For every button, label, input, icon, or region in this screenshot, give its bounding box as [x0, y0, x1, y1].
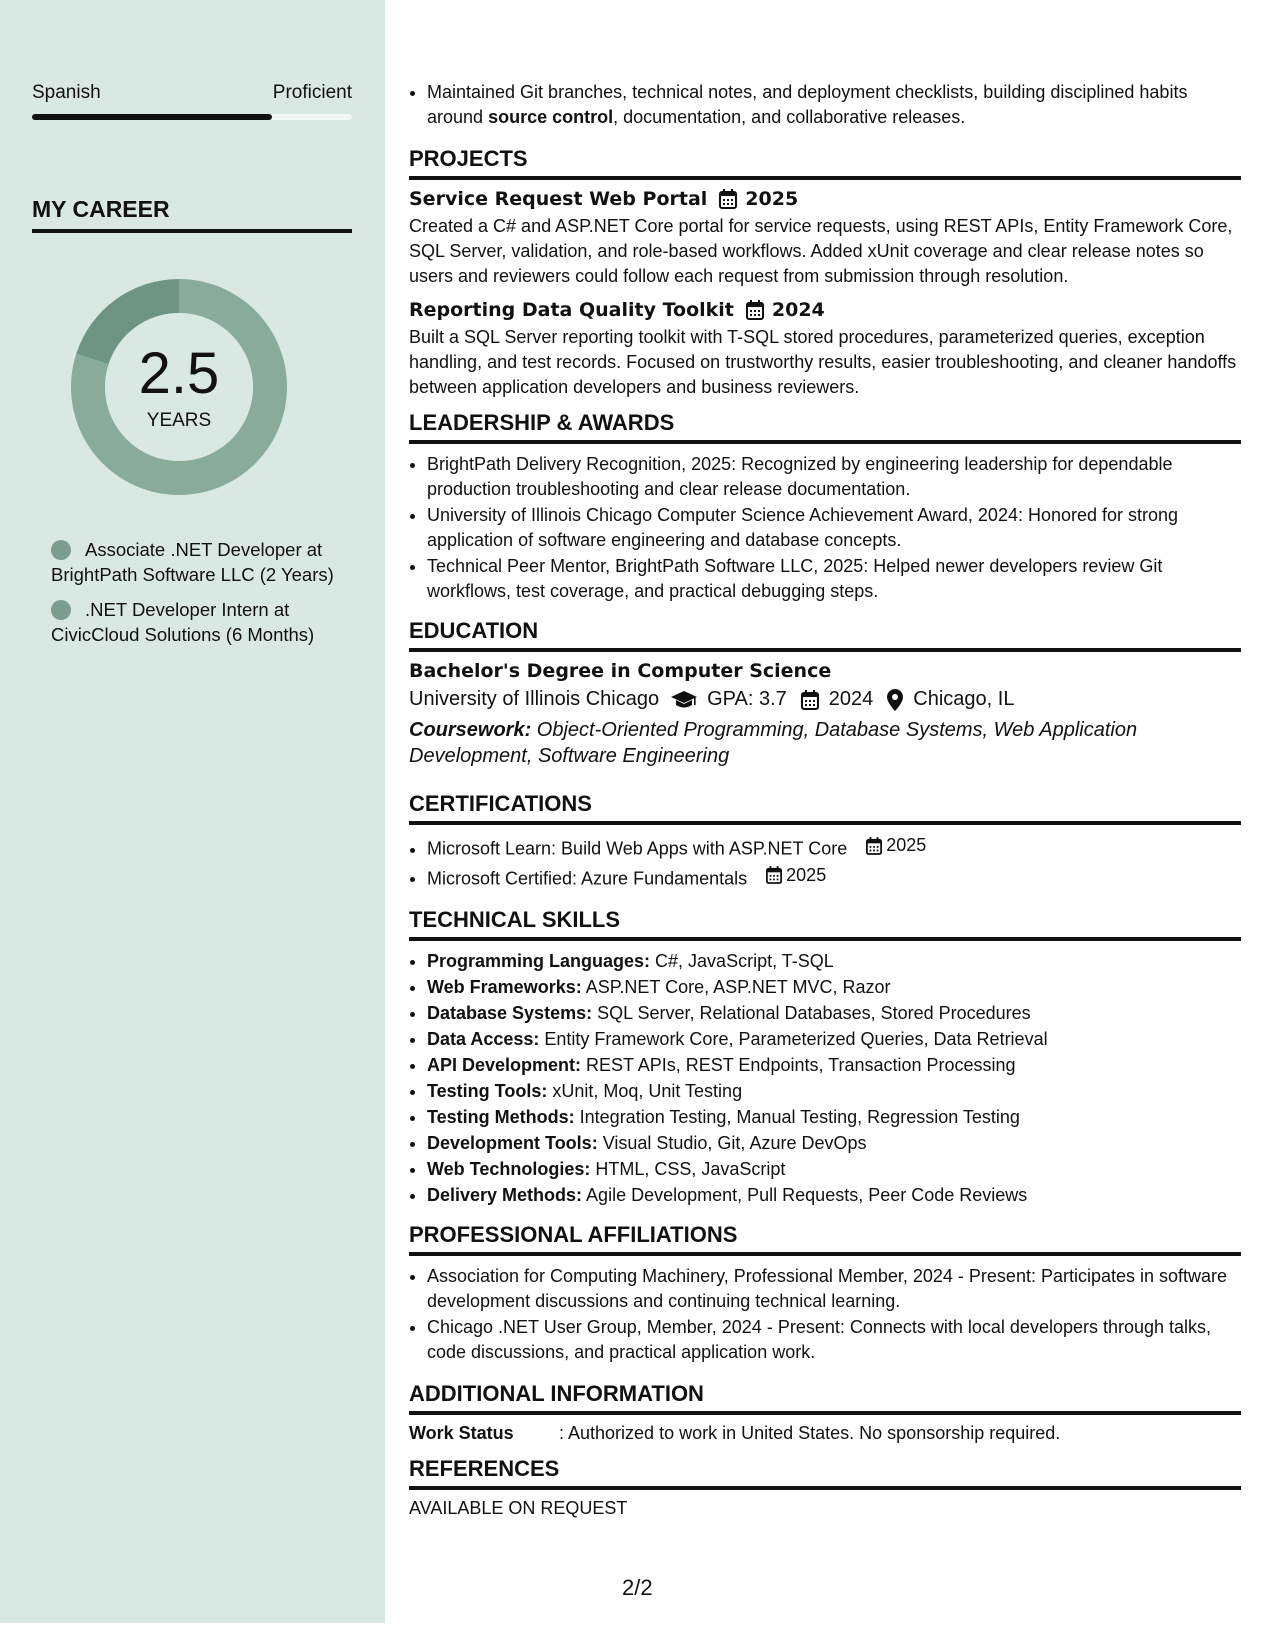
- calendar-icon: [766, 866, 782, 884]
- degree-title: Bachelor's Degree in Computer Science: [409, 660, 832, 682]
- coursework: Coursework: Object-Oriented Programming, Database Systems, Web Application Development, Software Engineering: [409, 719, 1138, 767]
- career-title: MY CAREER: [32, 196, 352, 233]
- list-item: • Database Systems: SQL Server, Relational Databases, Stored Procedures: [427, 1001, 1241, 1026]
- list-item: • Delivery Methods: Agile Development, Pull Requests, Peer Code Reviews: [427, 1183, 1241, 1208]
- language-level: Proficient: [272, 82, 352, 103]
- calendar-icon: [746, 300, 764, 320]
- certifications-heading: CERTIFICATIONS: [409, 791, 1241, 825]
- language-row: [32, 82, 352, 104]
- graduation-cap-icon: [671, 691, 697, 709]
- list-item: • Microsoft Learn: Build Web Apps with ASP.NET Core 2025: [427, 833, 1241, 862]
- career-legend-item: .NET Developer Intern at CivicCloud Solutions (6 Months): [51, 599, 315, 645]
- affiliations-heading: PROFESSIONAL AFFILIATIONS: [409, 1222, 1241, 1256]
- skills-list: [409, 949, 1241, 1208]
- list-item: • Testing Methods: Integration Testing, Manual Testing, Regression Testing: [427, 1105, 1241, 1130]
- project-name: Reporting Data Quality Toolkit: [409, 299, 734, 321]
- list-item: • Association for Computing Machinery, Professional Member, 2024 - Present: Participates in software development discussions and continuing technical learning.: [427, 1264, 1241, 1314]
- list-item: • Microsoft Certified: Azure Fundamentals 2025: [427, 863, 1241, 892]
- work-status-row: [409, 1423, 1241, 1444]
- graduation-year: 2024: [828, 688, 874, 710]
- sidebar: [0, 0, 385, 1623]
- project-year: 2024: [771, 299, 825, 321]
- language-proficiency-fill: [32, 114, 272, 120]
- references-heading: REFERENCES: [409, 1456, 1241, 1490]
- list-item: • University of Illinois Chicago Computer Science Achievement Award, 2024: Honored for strong application of software engineering and database concepts.: [427, 503, 1241, 553]
- list-item: • Web Technologies: HTML, CSS, JavaScript: [427, 1157, 1241, 1182]
- school-name: University of Illinois Chicago: [409, 688, 660, 710]
- certifications-list: [409, 833, 1241, 891]
- project-description: Built a SQL Server reporting toolkit with T-SQL stored procedures, parameterized queries, exception handling, and test records. Focused on trustworthy results, easier troubleshooting, and cleaner handoffs between application developers and business reviewers.: [409, 327, 1237, 397]
- language-proficiency-bar: [32, 114, 352, 120]
- work-status-value: : Authorized to work in United States. No sponsorship required.: [559, 1423, 1061, 1443]
- legend-dot-icon: [51, 540, 71, 560]
- list-item: • Chicago .NET User Group, Member, 2024 - Present: Connects with local developers through talks, code discussions, and practical application work.: [427, 1315, 1241, 1365]
- project-item: [409, 188, 1241, 289]
- list-item: • Technical Peer Mentor, BrightPath Software LLC, 2025: Helped newer developers review Git workflows, test coverage, and practical debugging steps.: [427, 554, 1241, 604]
- project-description: Created a C# and ASP.NET Core portal for service requests, using REST APIs, Entity Framework Core, SQL Server, validation, and role-based workflows. Added xUnit coverage and clear release notes so users and reviewers could follow each request from submission through resolution.: [409, 216, 1233, 286]
- project-item: [409, 299, 1241, 400]
- list-item: • Development Tools: Visual Studio, Git, Azure DevOps: [427, 1131, 1241, 1156]
- leadership-list: [409, 452, 1241, 604]
- career-years-unit: YEARS: [146, 410, 212, 431]
- education-heading: EDUCATION: [409, 618, 1241, 652]
- leadership-heading: LEADERSHIP & AWARDS: [409, 410, 1241, 444]
- calendar-icon: [719, 189, 737, 209]
- list-item: • Programming Languages: C#, JavaScript, T-SQL: [427, 949, 1241, 974]
- list-item: • Web Frameworks: ASP.NET Core, ASP.NET MVC, Razor: [427, 975, 1241, 1000]
- list-item: • API Development: REST APIs, REST Endpoints, Transaction Processing: [427, 1053, 1241, 1078]
- education-meta: [409, 688, 1241, 711]
- references-text: AVAILABLE ON REQUEST: [409, 1498, 628, 1518]
- list-item: • Testing Tools: xUnit, Moq, Unit Testing: [427, 1079, 1241, 1104]
- language-name: Spanish: [32, 82, 101, 103]
- experience-bullets: [409, 80, 1241, 130]
- projects-heading: PROJECTS: [409, 146, 1241, 180]
- list-item: • Maintained Git branches, technical notes, and deployment checklists, building disciplined habits around source control, documentation, and collaborative releases.: [427, 80, 1241, 130]
- gpa: GPA: 3.7: [707, 688, 787, 710]
- project-name: Service Request Web Portal: [409, 188, 708, 210]
- calendar-icon: [866, 837, 882, 855]
- career-years-value: 2.5: [138, 341, 220, 406]
- list-item: • Data Access: Entity Framework Core, Parameterized Queries, Data Retrieval: [427, 1027, 1241, 1052]
- location: Chicago, IL: [913, 688, 1015, 710]
- legend-dot-icon: [51, 600, 71, 620]
- map-pin-icon: [887, 689, 903, 711]
- main-content: [409, 80, 1241, 1519]
- calendar-icon: [801, 690, 819, 710]
- affiliations-list: [409, 1264, 1241, 1365]
- career-legend-item: Associate .NET Developer at BrightPath Software LLC (2 Years): [51, 539, 334, 585]
- skills-heading: TECHNICAL SKILLS: [409, 907, 1241, 941]
- page-number: 2/2: [622, 1575, 653, 1600]
- work-status-label: Work Status: [409, 1423, 514, 1443]
- project-year: 2025: [745, 188, 799, 210]
- additional-info-heading: ADDITIONAL INFORMATION: [409, 1381, 1241, 1415]
- list-item: • BrightPath Delivery Recognition, 2025: Recognized by engineering leadership for dependable production troubleshooting and clear release documentation.: [427, 452, 1241, 502]
- career-legend: [51, 537, 341, 657]
